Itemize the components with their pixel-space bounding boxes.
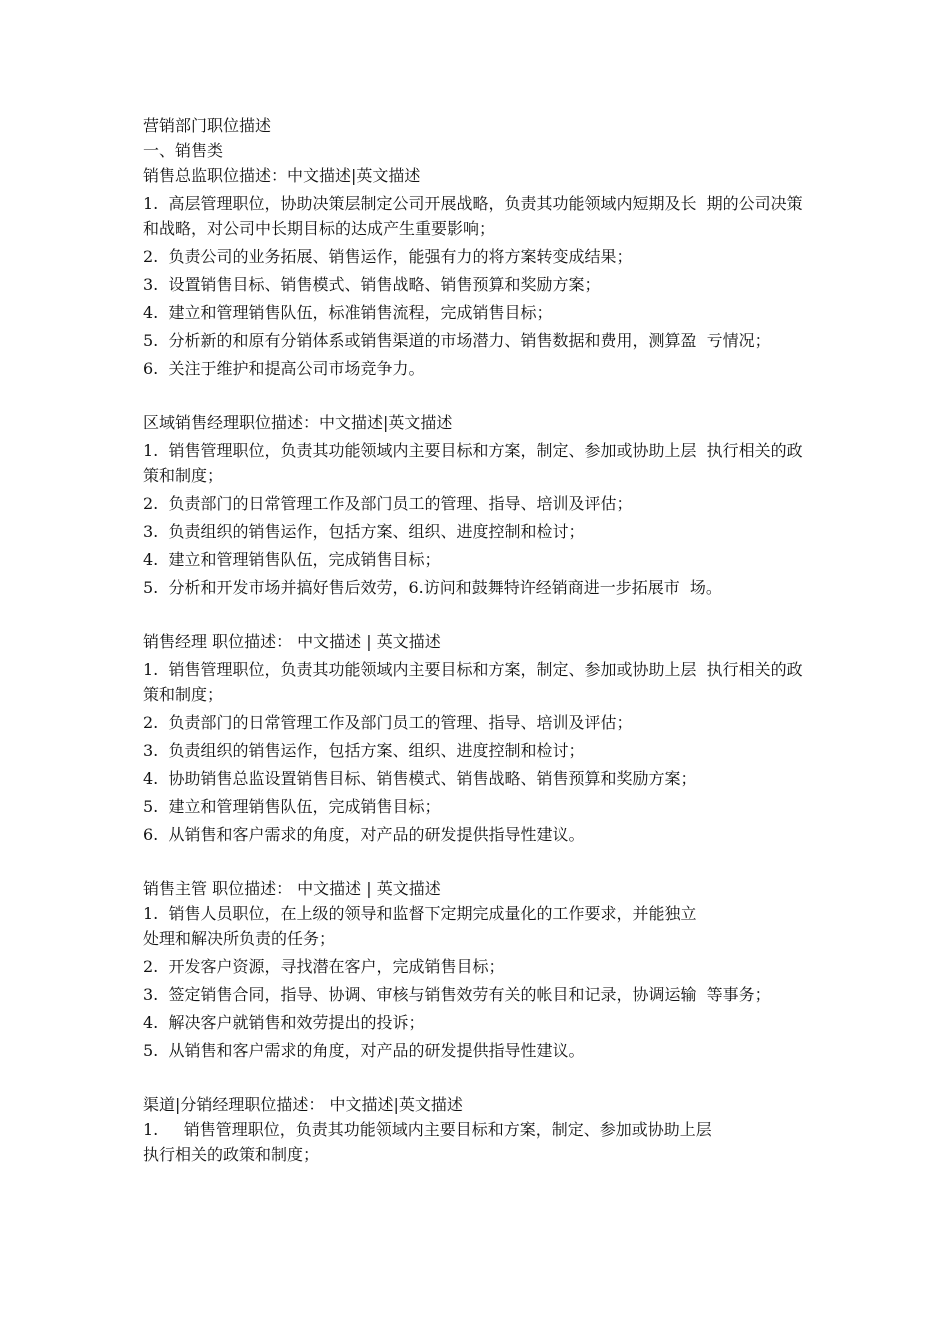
section-sales-supervisor — [143, 876, 808, 1063]
document-body — [143, 113, 808, 1170]
list-item: 5. 分析新的和原有分销体系或销售渠道的市场潜力、销售数据和费用，测算盈 亏情况； — [143, 331, 771, 350]
list-item: 5. 分析和开发市场并搞好售后效劳，6.访问和鼓舞特许经销商进一步拓展市 场。 — [143, 578, 722, 597]
section-heading: 区域销售经理职位描述：中文描述|英文描述 — [143, 413, 453, 432]
list-item: 1. 高层管理职位，协助决策层制定公司开展战略，负责其功能领域内短期及长 期的公司决策和战略，对公司中长期目标的达成产生重要影响； — [143, 194, 803, 238]
list-item: 4. 建立和管理销售队伍，完成销售目标； — [143, 550, 441, 569]
list-item: 5. 从销售和客户需求的角度，对产品的研发提供指导性建议。 — [143, 1041, 585, 1060]
list-item: 6. 从销售和客户需求的角度，对产品的研发提供指导性建议。 — [143, 825, 585, 844]
list-item: 4. 解决客户就销售和效劳提出的投诉； — [143, 1013, 425, 1032]
list-item: 6. 关注于维护和提高公司市场竞争力。 — [143, 359, 425, 378]
list-item: 1. 销售管理职位，负责其功能领域内主要目标和方案，制定、参加或协助上层 执行相关的政策和制度； — [143, 660, 803, 704]
list-item: 2. 负责部门的日常管理工作及部门员工的管理、指导、培训及评估； — [143, 494, 633, 513]
section-heading: 渠道|分销经理职位描述： 中文描述|英文描述 — [143, 1095, 463, 1114]
list-item: 1. 销售管理职位，负责其功能领域内主要目标和方案，制定、参加或协助上层 执行相关的政策和制度； — [143, 1120, 712, 1164]
section-sales-manager — [143, 629, 808, 847]
list-item: 3. 签定销售合同，指导、协调、审核与销售效劳有关的帐目和记录，协调运输 等事务； — [143, 985, 771, 1004]
section-heading: 销售经理 职位描述： 中文描述 | 英文描述 — [143, 632, 441, 651]
list-item: 3. 负责组织的销售运作，包括方案、组织、进度控制和检讨； — [143, 741, 585, 760]
section-channel-manager — [143, 1092, 808, 1167]
list-item: 2. 负责部门的日常管理工作及部门员工的管理、指导、培训及评估； — [143, 713, 633, 732]
section-sales-director — [143, 163, 808, 381]
section-heading: 销售总监职位描述：中文描述|英文描述 — [143, 166, 421, 185]
list-item: 1. 销售管理职位，负责其功能领域内主要目标和方案，制定、参加或协助上层 执行相关的政策和制度； — [143, 441, 803, 485]
document-title: 营销部门职位描述 — [143, 116, 272, 135]
list-item: 4. 协助销售总监设置销售目标、销售模式、销售战略、销售预算和奖励方案； — [143, 769, 697, 788]
list-item: 2. 负责公司的业务拓展、销售运作，能强有力的将方案转变成结果； — [143, 247, 633, 266]
list-item: 4. 建立和管理销售队伍，标准销售流程，完成销售目标； — [143, 303, 553, 322]
list-item: 1. 销售人员职位，在上级的领导和监督下定期完成量化的工作要求，并能独立 处理和解决所负责的任务； — [143, 904, 697, 948]
list-item: 3. 负责组织的销售运作，包括方案、组织、进度控制和检讨； — [143, 522, 585, 541]
list-item: 5. 建立和管理销售队伍，完成销售目标； — [143, 797, 441, 816]
list-item: 2. 开发客户资源，寻找潜在客户，完成销售目标； — [143, 957, 505, 976]
section-heading: 销售主管 职位描述： 中文描述 | 英文描述 — [143, 879, 441, 898]
list-item: 3. 设置销售目标、销售模式、销售战略、销售预算和奖励方案； — [143, 275, 601, 294]
section-regional-sales-manager — [143, 410, 808, 600]
category-heading: 一、销售类 — [143, 141, 224, 160]
